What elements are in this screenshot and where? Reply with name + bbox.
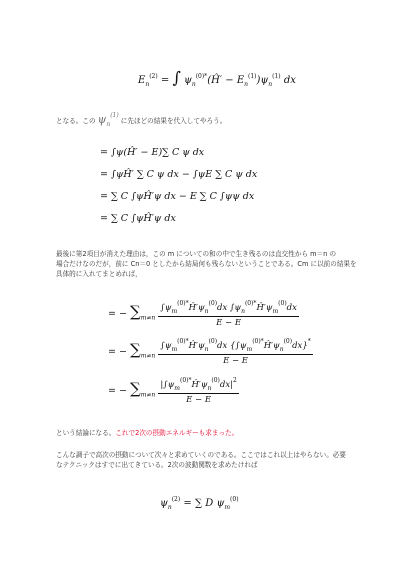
equation-4: $\psi_n^{(2)}$ = ∑ D $\psi_m^{(0)}$ (160, 496, 239, 511)
paragraph-4 (56, 450, 376, 470)
eq3-minus-2: = − (108, 346, 127, 358)
eq3-denominator-3: E − E (186, 395, 212, 405)
para3-highlight: これで2次の摂動エネルギーも求まった。 (115, 429, 239, 437)
eq4-lhs: ψ (160, 498, 168, 509)
equation-2-line-4: = ∑ C ∫ψĤ′ψ dx (100, 213, 176, 224)
para2-line-2: 場合だけなのだが，前に Cn＝0 としたから結局何も残らないということである。Cm に以前の結果を (56, 260, 357, 268)
equation-2-line-3: = ∑ C ∫ψĤ′ψ dx − E ∑ C ∫ψψ dx (100, 191, 255, 202)
para2-line-1: 最後に第2項目が消えた理由は，この m についての和の中で生き残るのは直交性から m＝n の (56, 250, 337, 258)
equation-2-line-1: = ∫ψ(Ĥ′ − E)∑ C ψ dx (100, 147, 205, 158)
equation-1: $E_n^{(2)}$ = ∫ $\psi_n^{(0)*}(Ĥ' - E_n^{(1)})\psi_n^{(1)}$ dx (138, 68, 296, 88)
eq3-denominator-1: E − E (216, 318, 242, 328)
eq4-rhs: = ∑ D ψ (183, 498, 225, 509)
eq1-op: (Ĥ′ − E (207, 75, 245, 86)
para4-line-1: こんな調子で高次の摂動について次々と求めていくのである。ここではこれ以上はやらない。必要 (56, 451, 346, 459)
para3-before: という結論になる。 (56, 429, 116, 437)
eq1-psi: ψ (183, 75, 192, 86)
eq3-fraction-2: $\frac{\int\psi_m^{(0)*}Ĥ'\psi_n^{(0)}dx \{\int\psi_m^{(0)*}Ĥ'\psi_n^{(0)}dx\}^*}{E - E}$ (160, 338, 311, 366)
para1-before: となる。この (56, 117, 96, 125)
eq1-dx: dx (283, 75, 296, 86)
paragraph-2 (56, 249, 376, 279)
eq3-fraction-1: $\frac{\int\psi_m^{(0)*}Ĥ'\psi_n^{(0)}dx \int\psi_n^{(0)*}Ĥ'\psi_m^{(0)}dx}{E - E}$ (160, 300, 297, 328)
eq3-minus-3: = − (108, 385, 127, 397)
psi-inline-image: ψ (97, 113, 107, 126)
eq3-sum-index-3: m≠n (140, 391, 156, 399)
equation-3-line-1: = − $\sum_{m\ne n}$ $\frac{\int\psi_m^{(0)*}Ĥ'\psi_n^{(0)}dx \int\psi_n^{(0)*}Ĥ'\psi_m^{(0)}dx}{E - E}$ (108, 300, 297, 328)
eq1-lhs: E (138, 75, 146, 86)
para2-line-3: 具体的に入れてまとめれば， (56, 270, 142, 278)
equation-3-line-3: = − $\sum_{m\ne n}$ $\frac{|\int\psi_m^{(0)*}Ĥ'\psi_n^{(0)}dx|^2}{E - E}$ (108, 377, 237, 405)
equation-3-line-2: = − $\sum_{m\ne n}$ $\frac{\int\psi_m^{(0)*}Ĥ'\psi_n^{(0)}dx \{\int\psi_m^{(0)*}Ĥ'\psi_n^{(0)}dx\}^*}{E - E}$ (108, 338, 311, 366)
eq1-tail: )ψ (256, 75, 269, 86)
para1-after: に先ほどの結果を代入してやろう。 (120, 117, 227, 125)
eq3-denominator-2: E − E (223, 356, 248, 366)
paragraph-1: となる。この ψn(1) に先ほどの結果を代入してやろう。 (56, 112, 227, 128)
eq3-fraction-3: $\frac{|\int\psi_m^{(0)*}Ĥ'\psi_n^{(0)}dx|^2}{E - E}$ (160, 377, 237, 405)
eq3-sum-index-1: m≠n (140, 314, 156, 322)
para4-line-2: なテクニックはすでに出てきている。2次の波動関数を求めたければ (56, 461, 258, 469)
equation-2-line-2: = ∫ψĤ′ ∑ C ψ dx − ∫ψE ∑ C ψ dx (100, 169, 258, 180)
eq3-minus-1: = − (108, 308, 127, 320)
eq3-sum-index-2: m≠n (140, 352, 156, 360)
paragraph-3 (56, 428, 238, 438)
